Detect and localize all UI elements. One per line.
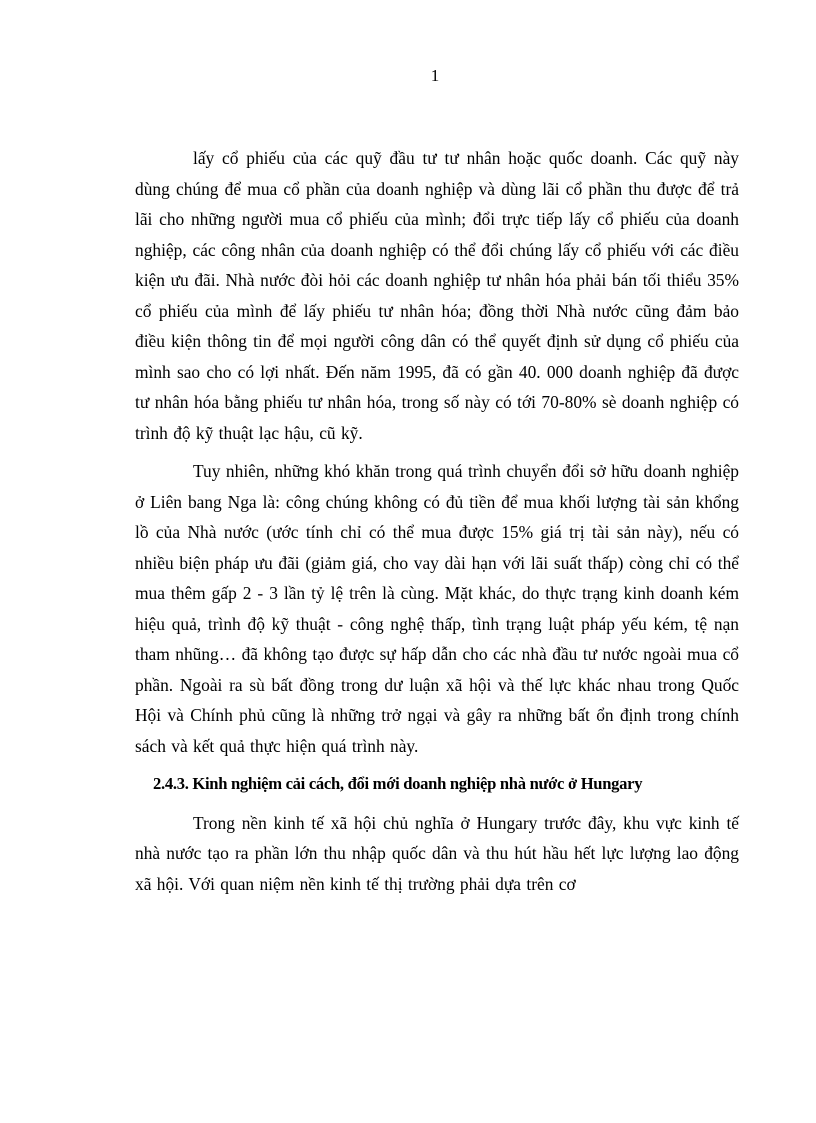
paragraph-difficulties-russia: Tuy nhiên, những khó khăn trong quá trình chuyển đổi sở hữu doanh nghiệp ở Liên bang Nga là: công chúng không có đủ tiền để mua khối lượng tài sản khổng lồ của Nhà nước (ước tính chỉ có thể mua được 15% giá trị tài sản này), nếu có nhiều biện pháp ưu đãi (giảm giá, cho vay dài hạn với lãi suất thấp) còng chỉ có thể mua thêm gấp 2 - 3 lần tỷ lệ trên là cùng. Mặt khác, do thực trạng kinh doanh kém hiệu quả, trình độ kỹ thuật - công nghệ thấp, tình trạng luật pháp yếu kém, tệ nạn tham nhũng… đã không tạo được sự hấp dẫn cho các nhà đầu tư nước ngoài mua cổ phần. Ngoài ra sù bất đồng trong dư luận xã hội và thế lực khác nhau trong Quốc Hội và Chính phủ cũng là những trở ngại và gây ra những bất ổn định trong chính sách và kết quả thực hiện quá trình này. bbox=[135, 461, 739, 756]
document-body bbox=[135, 143, 739, 899]
page-number: 1 bbox=[430, 66, 440, 85]
section-heading: 2.4.3. Kinh nghiệm cải cách, đổi mới doanh nghiệp nhà nước ở Hungary bbox=[153, 774, 643, 793]
paragraph-privatization-vouchers: lấy cổ phiếu của các quỹ đầu tư tư nhân hoặc quốc doanh. Các quỹ này dùng chúng để mua cổ phần của doanh nghiệp và dùng lãi cổ phần thu được để trả lãi cho những người mua cổ phiếu của mình; đổi trực tiếp lấy cổ phiếu của doanh nghiệp, các công nhân của doanh nghiệp có thể đổi chúng lấy cổ phiếu với các điều kiện ưu đãi. Nhà nước đòi hỏi các doanh nghiệp tư nhân hóa phải bán tối thiểu 35% cổ phiếu của mình để lấy phiếu tư nhân hóa; đồng thời Nhà nước cũng đảm bảo điều kiện thông tin để mọi người công dân có thể quyết định sử dụng cổ phiếu của mình sao cho có lợi nhất. Đến năm 1995, đã có gần 40. 000 doanh nghiệp đã được tư nhân hóa bằng phiếu tư nhân hóa, trong số này có tới 70-80% sè doanh nghiệp có trình độ kỹ thuật lạc hậu, cũ kỹ. bbox=[135, 148, 739, 443]
paragraph-hungary: Trong nền kinh tế xã hội chủ nghĩa ở Hungary trước đây, khu vực kinh tế nhà nước tạo ra phần lớn thu nhập quốc dân và thu hút hầu hết lực lượng lao động xã hội. Với quan niệm nền kinh tế thị trường phải dựa trên cơ bbox=[135, 812, 739, 894]
